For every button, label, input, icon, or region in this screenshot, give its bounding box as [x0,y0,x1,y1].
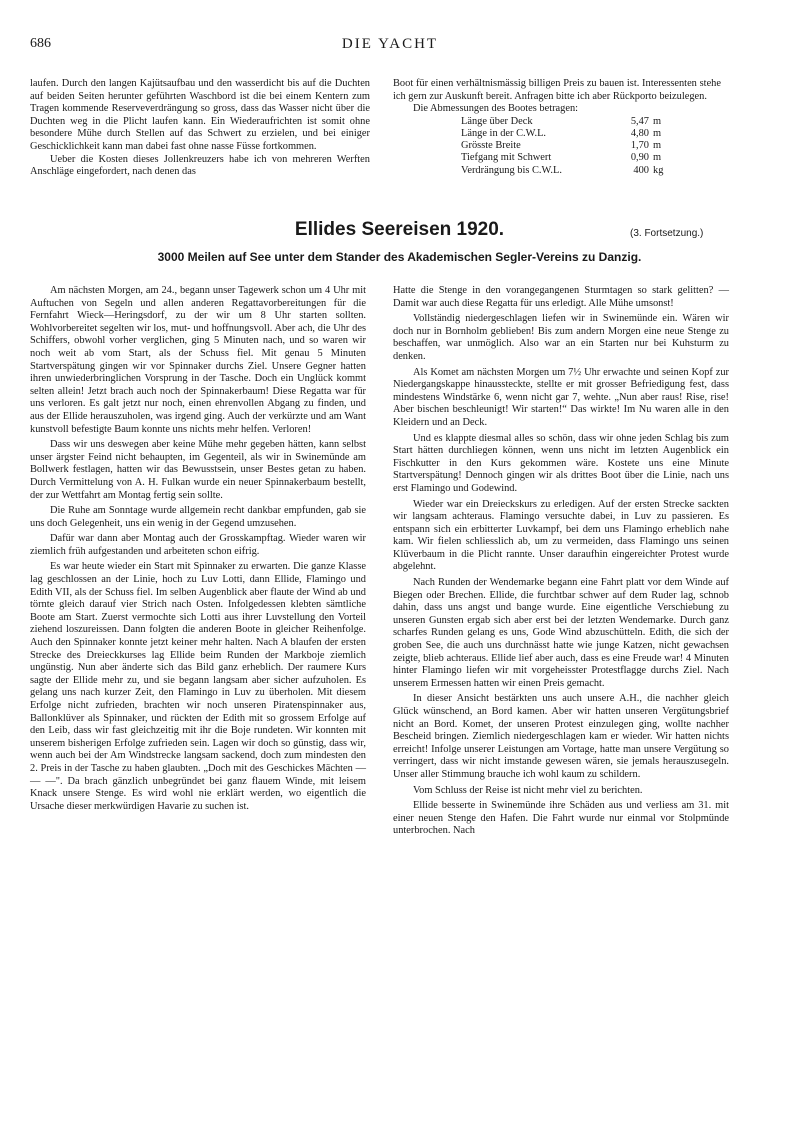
journal-title: DIE YACHT [341,36,439,52]
dimensions-table [461,116,677,177]
dimension-unit: m [653,115,662,127]
paragraph: Vom Schluss der Reise ist nicht mehr viel zu berichten. [413,784,643,796]
running-head [30,36,750,54]
paragraph: In dieser Ansicht bestärkten uns auch unsere A.H., die nachher gleich Glück wünschend, an Bord kamen. Aber wir hatten unseren Vergütungsbrief nicht an Bord. Komet, der unseren Protest einzulegen ging, wollte nachher Bescheid bringen. Ziemlich niedergeschlagen kam er wieder. Wir hatten nichts erreicht! Infolge unserer Leistungen am Vortage, hatte man unsere Vergütung so verringert, dass wir nicht imstande gewesen wären, sie jemals herauszusegeln. Unser aller Stimmung brauche ich wohl kaum zu schildern. [393,693,729,780]
article-column-right [393,285,729,841]
paragraph: Als Komet am nächsten Morgen um 7½ Uhr erwachte und seinen Kopf zur Niedergangskappe hinaussteckte, stellte er mit grosser Befriedigung fest, dass mindestens Windstärke 6, wenn nicht gar 7, wehte. „Nun aber raus! Rise, rise! Aber bischen beschleunigt! Wir starten!“ Das wirkte! Im Nu waren alle in den Kleidern und an Deck. [393,366,729,428]
table-row [461,116,677,128]
paragraph: Ueber die Kosten dieses Jollenkreuzers habe ich von mehreren Werften Anschläge eingefordert, nach denen das [30,153,370,178]
table-row [461,128,677,140]
paragraph: Nach Runden der Wendemarke begann eine Fahrt platt vor dem Winde auf Biegen oder Brechen. Ellide, die furchtbar schwer auf dem Ruder lag, schnob dahin, dass uns angst und bange wurde. Eine eigentliche Verschiebung zu unseren Gunsten ergab sich aber erst bei der letzten Wendemarke. Durch ganz scharfes Runden gelang es uns, Gode Wind abzuschütteln. Edith, die sich der groben See, die auch uns durchnässt hatte wie junge Katzen, nicht gewachsen zeigte, blieb achteraus. Ellide lief aber auch, dass es eine Freude war! 4 Minuten hinter Flamingo liefen wir mit vorgeheisster Protestflagge durchs Ziel. Nach unserem Ermessen hatten wir einen Preis gemacht. [393,577,729,689]
paragraph: Am nächsten Morgen, am 24., begann unser Tagewerk schon um 4 Uhr mit Auftuchen von Segeln und allen anderen Regattavorbereitungen für die Fernfahrt Wieck—Heringsdorf, zu der wir um 8 Uhr starten sollten. Wohlvorbereitet segelten wir los, mut- und hoffnungsvoll. Aber ach, die Uhr des Schiffers, obwohl vorher verglichen, ging 5 Minuten nach, und so waren wir noch weit ab vom Start, als der Schuss fiel. Mit genau 5 Minuten Startverspätung gingen wir vor Spinnaker durchs Ziel. Unsere Gegner hatten ihren unwiederbringlichen Vorsprung in der Tasche. Doch ein Unglück kommt selten allein! Jetzt brach auch noch der Spinnakerbaum! Diese Regatta war für uns verloren. Es galt jetzt nur noch, einen ehrenvollen Abgang zu finden, und aus der Ellide herauszuholen, was irgend ging. Auch der verkürzte und am Want kunstvoll befestigte Baum konnte uns nichts mehr helfen. Verloren! [30,285,366,435]
dimensions-intro: Die Abmessungen des Bootes betragen: [413,103,579,115]
dimension-value: 1,70 [630,140,649,152]
dimension-value: 0,90 [630,152,649,164]
dimension-label: Verdrängung bis C.W.L. [461,164,562,176]
previous-article-end-right [393,78,721,177]
dimension-value: 400 [633,164,649,176]
dimension-unit: m [653,127,662,139]
previous-article-end-left [30,78,370,179]
paragraph: Hatte die Stenge in den vorangegangenen Sturmtagen so stark gelitten? — Damit war auch diese Regatta für uns erledigt. Alle Mühe umsonst! [393,285,729,309]
table-row [461,140,677,152]
table-row [461,165,677,177]
article-subtitle: 3000 Meilen auf See unter dem Stander des Akademischen Segler-Vereins zu Danzig. [157,250,642,264]
paragraph: Dass wir uns deswegen aber keine Mühe mehr gegeben hätten, kann selbst unser ärgster Feind nicht behaupten, im Gegenteil, als wir in Swinemünde am Bollwerk festlagen, hatten wir das Bewusstsein, unser Bestes getan zu haben. Durch Vermittelung von A. H. Fulkan wurde ein neuer Spinnakerbaum bestellt, der zur Wettfahrt am Montag fertig sein sollte. [30,439,366,501]
dimension-label: Länge über Deck [461,115,533,127]
paragraph: Die Ruhe am Sonntage wurde allgemein recht dankbar empfunden, gab sie uns doch Gelegenheit, uns ein wenig in der Gegend umzusehen. [30,505,366,529]
dimension-label: Länge in der C.W.L. [461,127,547,139]
continuation-note: (3. Fortsetzung.) [630,228,704,239]
paragraph: Dafür war dann aber Montag auch der Grosskampftag. Wieder waren wir ziemlich früh aufgestanden und arbeiteten schon eifrig. [30,533,366,557]
table-row [461,152,677,164]
dimension-label: Grösste Breite [461,140,521,152]
paragraph: Ellide besserte in Swinemünde ihre Schäden aus und verliess am 31. mit einer neuen Stenge den Hafen. Die Fahrt wurde nur einmal vor Stolpmünde unterbrochen. Nach [393,800,729,837]
paragraph: laufen. Durch den langen Kajütsaufbau und den wasserdicht bis auf die Duchten auf beiden Seiten herunter geführten Waschbord ist die bei einem Kentern zum Tragen kommende Reserveverdrängung so gross, dass das Wasser nicht über die Duchten weg in die Plicht laufen kann. Ein Wiederaufrichten ist somit ohne besondere Mühe durch Stellen auf das Schwert zu erzielen, und bei einiger Geschicklichkeit kann man dabei fast ohne nasse Füsse fortkommen. [30,78,370,152]
paragraph: Vollständig niedergeschlagen liefen wir in Swinemünde ein. Wären wir doch nur in Bornholm geblieben! Bis zum andern Morgen eine neue Stenge zu beschaffen, war unmöglich. Also war an ein Starten nur bei Kuhsturm zu denken. [393,313,729,362]
paragraph: Und es klappte diesmal alles so schön, dass wir ohne jeden Schlag bis zum Start hätten durchliegen können, wenn uns nicht im letzten Augenblick ein Fischkutter in den Kurs gekommen wäre. Kostete uns eine Minute Startverspätung! Dennoch gingen wir als drittes Boot über die Linie, nach uns erst Flamingo und Godewind. [393,432,729,494]
dimension-unit: kg [653,164,664,176]
article-column-left [30,285,366,816]
paragraph: Wieder war ein Dreieckskurs zu erledigen. Auf der ersten Strecke sackten wir langsam achteraus. Flamingo versuchte dabei, in Luv zu passieren. Es entspann sich ein erbitterter Luvkampf, bei dem uns Flamingo erheblich nahe kam. Wir fielen schliesslich ab, um zu vermeiden, dass Flamingo uns seinen Klüverbaum in die Plicht rannte. Unser daraufhin eingereichter Protest wurde abgelehnt. [393,498,729,573]
dimension-value: 4,80 [630,127,649,139]
article-title: Ellides Seereisen 1920. [294,219,505,240]
dimension-value: 5,47 [630,115,649,127]
dimension-unit: m [653,140,662,152]
dimension-label: Tiefgang mit Schwert [461,152,552,164]
dimension-unit: m [653,152,662,164]
paragraph: Es war heute wieder ein Start mit Spinnaker zu erwarten. Die ganze Klasse lag geschlossen an der Linie, hoch zu Luv Lotti, dann Ellide, Flamingo und Edith VII, als der Schuss fiel. Im selben Augenblick aber flaute der Wind ab und törnte gleich darauf vier Strich nach Osten. Infolgedessen klebten sämtliche Boote am Start. Zuerst vermochte sich Lotti aus ihrer Luvstellung den Vorteil ziehend loszureissen. Dann folgten die anderen Boote in gleicher Reihenfolge. Auch den Spinnaker konnte jetzt keiner mehr halten. Nach A blaufen der ersten Strecke des Dreieckkurses lag Ellide beim Runden der Markboje ziemlich ungünstig. Nun aber änderte sich das Bild ganz erheblich. Der raumere Kurs sagte der Ellide mehr zu, und sie begann langsam aber sicher aufzuholen. Es gelang uns nach kurzer Zeit, den Flamingo in Luv zu überholen. Mit diesem Erfolge nicht zufrieden, brachten wir noch unseren Piratenspinnaker aus, Ballonklüver als Spinnaker, und rückten der Edith mit so grossem Erfolge auf den Leib, dass wir fast gleichzeitig mit ihr die Boje rundeten. Wir konnten mit unserem bisherigen Erfolge zufrieden sein. Lagen wir doch so günstig, dass wir, wenn auch bei der Am Windstrecke langsam sackend, doch zum mindesten den 2. Preis in der Tasche zu haben glaubten. „Doch mit des Geschickes Mächten — — —". Da brach gänzlich unbegründet bei ganz flauem Winde, mit leisem Knack unsere Stenge. Es wird wohl nie erklärt werden, wo eigentlich die Ursache dieser merkwürdigen Havarie zu suchen ist. [30,561,366,812]
paragraph: Boot für einen verhältnismässig billigen Preis zu bauen ist. Interessenten stehe ich gern zur Auskunft bereit. Anfragen bitte ich aber Rückporto beizulegen. [393,78,721,102]
page-number: 686 [30,36,51,51]
